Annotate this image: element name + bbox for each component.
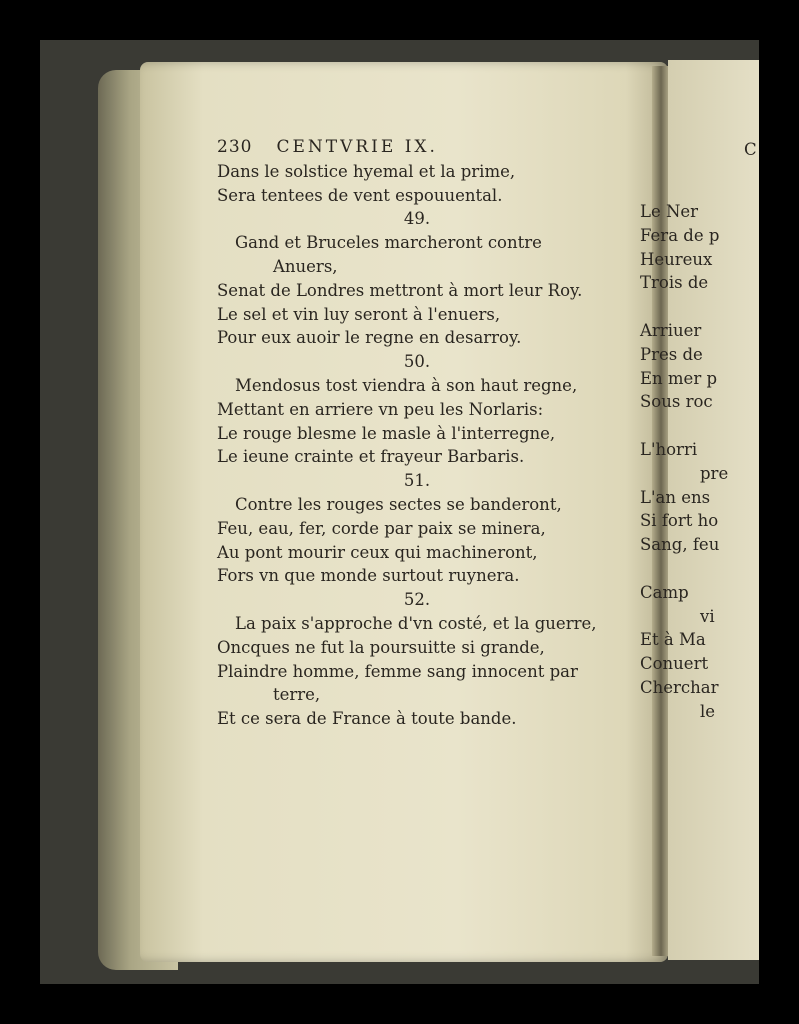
right-page-fragment: Le Ner: [640, 202, 699, 221]
right-header-fragment: C: [744, 140, 757, 159]
verse-line: Mettant en arriere vn peu les Norlaris:: [217, 399, 544, 419]
right-page-fragment: Heureux: [640, 249, 713, 269]
verse-line: Plaindre homme, femme sang innocent par: [217, 661, 578, 681]
right-page-fragment: L'an ens: [640, 487, 711, 507]
quatrain-number: 51.: [403, 471, 431, 491]
verse-line: Contre les rouges sectes se banderont,: [235, 494, 562, 514]
right-page-fragment: vi: [700, 606, 715, 626]
verse-line: Le rouge blesme le masle à l'interregne,: [217, 423, 556, 443]
right-page-fragment: Sous roc: [640, 392, 713, 412]
right-page-fragment: Si fort ho: [640, 511, 719, 531]
verse-line: terre,: [273, 685, 321, 705]
right-page-fragment: L'horri: [640, 440, 698, 459]
left-page-text: [217, 136, 617, 731]
verse-line: Anuers,: [273, 256, 338, 276]
verse-line: Senat de Londres mettront à mort leur Roy.: [217, 280, 583, 300]
page-number: 230: [217, 137, 253, 157]
quatrain-number: 49.: [403, 209, 431, 229]
right-page-fragment: Arriuer: [640, 321, 702, 340]
right-page-fragment: Pres de: [640, 344, 703, 364]
right-page-fragment: Camp: [640, 582, 689, 602]
right-page-fragment: Fera de p: [640, 225, 720, 245]
verse-line: Dans le solstice hyemal et la prime,: [217, 161, 516, 181]
verse-line: Pour eux auoir le regne en desarroy.: [217, 328, 522, 348]
verse-line: Oncques ne fut la poursuitte si grande,: [217, 637, 545, 657]
verse-line: Fors vn que monde surtout ruynera.: [217, 566, 520, 586]
verse-line: Mendosus tost viendra à son haut regne,: [235, 375, 578, 395]
verse-line: Au pont mourir ceux qui machineront,: [217, 542, 538, 562]
right-page-fragment: En mer p: [640, 368, 718, 388]
right-page-fragment: pre: [700, 463, 729, 483]
quatrain-number: 52.: [403, 590, 431, 610]
quatrain-number: 50.: [403, 352, 431, 372]
right-page-fragment: Conuert: [640, 654, 709, 674]
running-title: CENTVRIE IX.: [276, 137, 438, 157]
verse-line: Gand et Bruceles marcheront contre: [235, 233, 542, 253]
verse-line: Sera tentees de vent espouuental.: [217, 185, 503, 205]
verse-line: Le sel et vin luy seront à l'enuers,: [217, 304, 501, 324]
right-page-fragment: Cherchar: [640, 678, 719, 697]
right-page-fragment: le: [700, 701, 716, 721]
right-page-fragment: Trois de: [640, 273, 709, 293]
verse-lines: [217, 160, 617, 731]
verse-line: Le ieune crainte et frayeur Barbaris.: [217, 447, 525, 467]
verse-line: La paix s'approche d'vn costé, et la guerre,: [235, 613, 597, 633]
right-page-fragment: Sang, feu: [640, 535, 720, 555]
verse-line: Feu, eau, fer, corde par paix se minera,: [217, 518, 546, 538]
verse-line: Et ce sera de France à toute bande.: [217, 709, 517, 729]
page-header: [217, 136, 617, 160]
right-page-fragment: Et à Ma: [640, 630, 706, 650]
